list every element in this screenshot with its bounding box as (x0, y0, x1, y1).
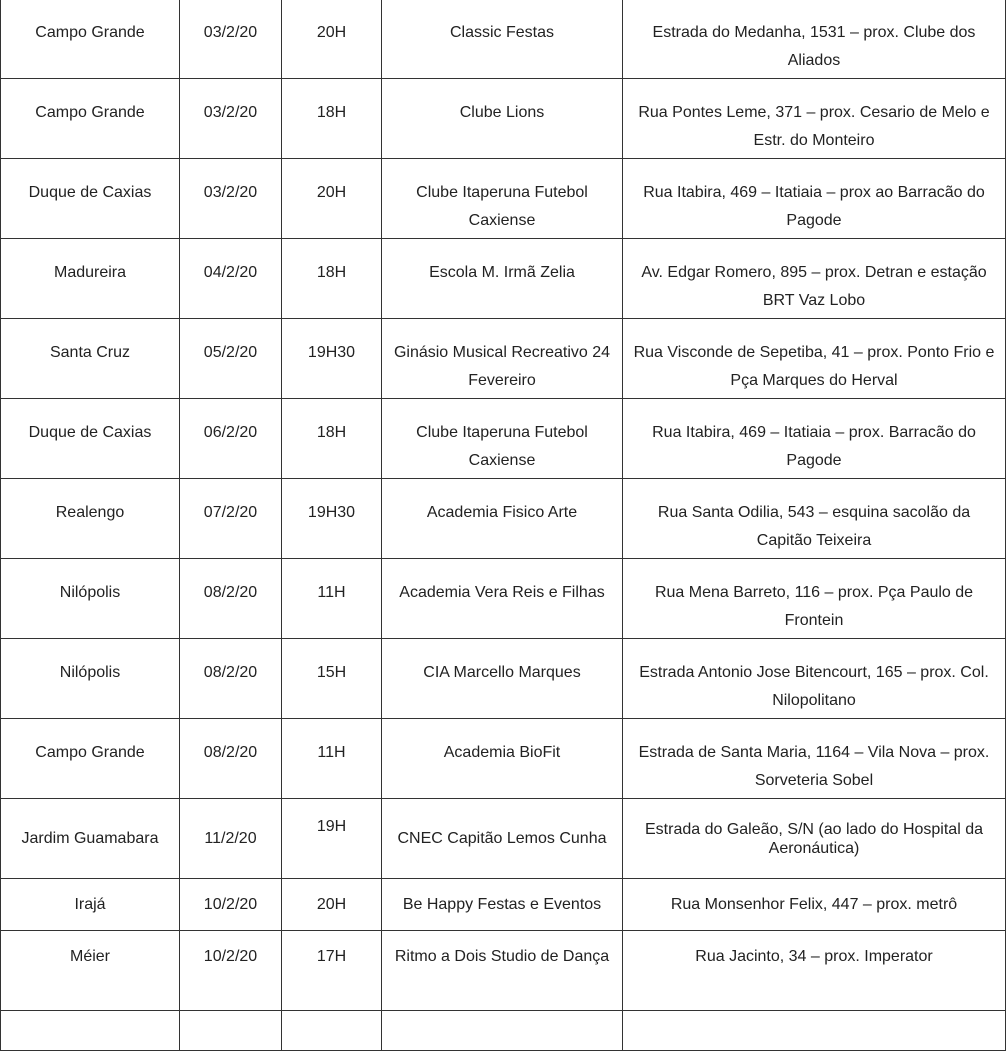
cell-local: Ginásio Musical Recreativo 24 Fevereiro (382, 319, 623, 399)
cell-bairro: Nilópolis (1, 639, 180, 719)
table-row (1, 639, 1006, 719)
table-row (1, 159, 1006, 239)
cell-hora: 17H (282, 931, 382, 1011)
cell-bairro: Campo Grande (1, 719, 180, 799)
cell-endereco: Rua Jacinto, 34 – prox. Imperator (623, 931, 1006, 1011)
cell-endereco: Rua Itabira, 469 – Itatiaia – prox. Barracão do Pagode (623, 399, 1006, 479)
cell-data: 05/2/20 (180, 319, 282, 399)
cell-hora: 19H30 (282, 319, 382, 399)
table-row (1, 879, 1006, 931)
cell-data: 10/2/20 (180, 879, 282, 931)
cell-hora: 20H (282, 0, 382, 79)
cell-local: Academia Fisico Arte (382, 479, 623, 559)
table-row (1, 799, 1006, 879)
cell-empty (180, 1011, 282, 1051)
cell-endereco: Av. Edgar Romero, 895 – prox. Detran e estação BRT Vaz Lobo (623, 239, 1006, 319)
table-row (1, 719, 1006, 799)
cell-endereco: Rua Pontes Leme, 371 – prox. Cesario de Melo e Estr. do Monteiro (623, 79, 1006, 159)
table-row (1, 1011, 1006, 1051)
cell-local: Clube Lions (382, 79, 623, 159)
cell-data: 08/2/20 (180, 559, 282, 639)
cell-hora: 19H30 (282, 479, 382, 559)
cell-endereco: Rua Visconde de Sepetiba, 41 – prox. Ponto Frio e Pça Marques do Herval (623, 319, 1006, 399)
cell-endereco: Rua Itabira, 469 – Itatiaia – prox ao Barracão do Pagode (623, 159, 1006, 239)
cell-bairro: Nilópolis (1, 559, 180, 639)
cell-data: 08/2/20 (180, 639, 282, 719)
cell-bairro: Méier (1, 931, 180, 1011)
cell-data: 04/2/20 (180, 239, 282, 319)
cell-data: 03/2/20 (180, 79, 282, 159)
cell-bairro: Campo Grande (1, 79, 180, 159)
cell-empty (382, 1011, 623, 1051)
table-row (1, 0, 1006, 79)
cell-endereco: Estrada do Galeão, S/N (ao lado do Hospital da Aeronáutica) (623, 799, 1006, 879)
cell-local: Clube Itaperuna Futebol Caxiense (382, 159, 623, 239)
cell-local: CIA Marcello Marques (382, 639, 623, 719)
cell-local: Escola M. Irmã Zelia (382, 239, 623, 319)
cell-data: 10/2/20 (180, 931, 282, 1011)
cell-endereco: Estrada de Santa Maria, 1164 – Vila Nova – prox. Sorveteria Sobel (623, 719, 1006, 799)
cell-bairro: Realengo (1, 479, 180, 559)
cell-hora: 11H (282, 719, 382, 799)
cell-data: 03/2/20 (180, 159, 282, 239)
cell-bairro: Duque de Caxias (1, 159, 180, 239)
cell-endereco: Rua Mena Barreto, 116 – prox. Pça Paulo de Frontein (623, 559, 1006, 639)
cell-endereco: Rua Monsenhor Felix, 447 – prox. metrô (623, 879, 1006, 931)
table-row (1, 319, 1006, 399)
cell-empty (623, 1011, 1006, 1051)
cell-hora: 20H (282, 879, 382, 931)
cell-local: Be Happy Festas e Eventos (382, 879, 623, 931)
cell-bairro: Irajá (1, 879, 180, 931)
cell-local: Academia BioFit (382, 719, 623, 799)
cell-bairro: Santa Cruz (1, 319, 180, 399)
cell-hora: 18H (282, 239, 382, 319)
cell-hora: 19H (282, 799, 382, 879)
cell-data: 11/2/20 (180, 799, 282, 879)
cell-data: 08/2/20 (180, 719, 282, 799)
cell-data: 03/2/20 (180, 0, 282, 79)
cell-bairro: Campo Grande (1, 0, 180, 79)
cell-empty (282, 1011, 382, 1051)
cell-hora: 20H (282, 159, 382, 239)
table-row (1, 479, 1006, 559)
cell-data: 07/2/20 (180, 479, 282, 559)
cell-endereco: Estrada do Medanha, 1531 – prox. Clube dos Aliados (623, 0, 1006, 79)
cell-data: 06/2/20 (180, 399, 282, 479)
cell-hora: 11H (282, 559, 382, 639)
table-row (1, 79, 1006, 159)
cell-local: Clube Itaperuna Futebol Caxiense (382, 399, 623, 479)
cell-local: Academia Vera Reis e Filhas (382, 559, 623, 639)
cell-bairro: Duque de Caxias (1, 399, 180, 479)
cell-endereco: Rua Santa Odilia, 543 – esquina sacolão da Capitão Teixeira (623, 479, 1006, 559)
table-row (1, 239, 1006, 319)
table-row (1, 399, 1006, 479)
cell-local: Ritmo a Dois Studio de Dança (382, 931, 623, 1011)
cell-hora: 18H (282, 399, 382, 479)
cell-endereco: Estrada Antonio Jose Bitencourt, 165 – prox. Col. Nilopolitano (623, 639, 1006, 719)
cell-bairro: Madureira (1, 239, 180, 319)
cell-bairro: Jardim Guamabara (1, 799, 180, 879)
cell-hora: 15H (282, 639, 382, 719)
table-row (1, 931, 1006, 1011)
cell-empty (1, 1011, 180, 1051)
cell-hora: 18H (282, 79, 382, 159)
cell-local: Classic Festas (382, 0, 623, 79)
cell-local: CNEC Capitão Lemos Cunha (382, 799, 623, 879)
table-row (1, 559, 1006, 639)
